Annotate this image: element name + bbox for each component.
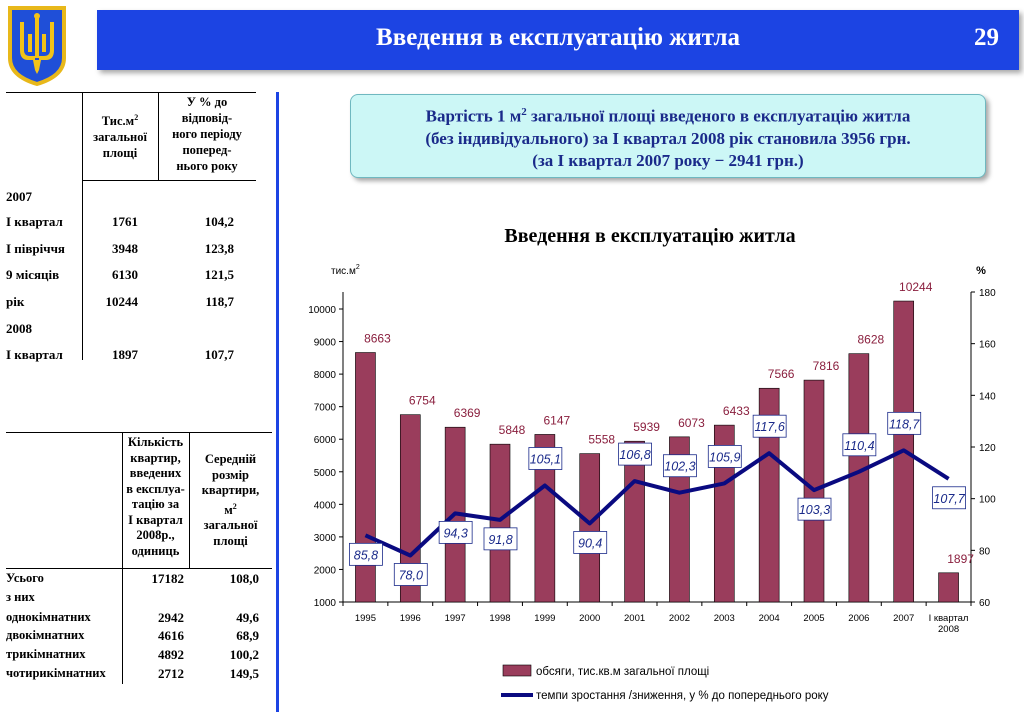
x-tick-label: 2004 [758, 613, 780, 624]
x-tick-label: 2001 [624, 613, 646, 624]
line-value-label: 102,3 [664, 459, 696, 474]
y-tick-label-left: 9000 [313, 337, 336, 349]
x-tick-label: 2000 [579, 613, 601, 624]
divider-line [276, 92, 279, 712]
legend-bar-swatch [503, 665, 531, 676]
y-tick-label-left: 5000 [313, 467, 336, 479]
table-cell-size: 68,9 [236, 628, 259, 643]
line-value-label: 94,3 [443, 526, 468, 541]
page-title: Введення в експлуатацію житла [376, 24, 740, 51]
bar [488, 444, 513, 602]
column-header-area: $Тис.м^2$ загальної площі [93, 113, 147, 161]
column-header-size: Середній розмір квартири, $м^2$ загальної площі [201, 452, 260, 548]
legend-line-label: темпи зростання /зниження, у % до попереднього року [536, 690, 829, 702]
x-tick-label: 1996 [399, 613, 421, 624]
y-axis-left-unit: $тис.м^2$ [331, 264, 360, 277]
line-value-label: 103,3 [798, 503, 831, 518]
x-tick-label: 1999 [534, 613, 556, 624]
line-value-label: 105,9 [709, 450, 741, 465]
table-row-label: чотирикімнатних [6, 666, 106, 680]
x-tick-label: 2007 [893, 613, 915, 624]
y-tick-label-left: 7000 [313, 402, 336, 414]
table-rule [6, 568, 272, 569]
info-line-2: (без індивідуального) за І квартал 2008 рік становила 3956 грн. [425, 128, 911, 148]
line-value-label: 110,4 [844, 438, 875, 453]
bar-value-label: 5939 [633, 420, 660, 435]
table-cell-size: 108,0 [229, 571, 259, 586]
bar-value-label: 6754 [408, 393, 436, 408]
line-value-label: 117,6 [754, 420, 785, 435]
line-value-label: 85,8 [353, 548, 379, 563]
bar-value-label: 5848 [498, 423, 526, 438]
table-cell-count: 4616 [158, 628, 184, 643]
x-tick-label: 1998 [489, 613, 511, 624]
bar-value-label: 6073 [678, 415, 705, 430]
y-tick-label-right: 160 [979, 339, 996, 351]
line-value-label: 107,7 [933, 491, 965, 506]
table-row-label: рік [6, 294, 25, 309]
x-tick-label: 2008 [938, 624, 960, 635]
housing-chart [295, 252, 1015, 712]
table-cell-value: 10244 [105, 294, 138, 309]
bar-value-label: 7566 [767, 367, 795, 382]
y-axis-right-unit: % [976, 265, 986, 277]
line-value-label: 90,4 [578, 536, 603, 551]
table-row-label: Усього [6, 571, 44, 585]
table-cell-size: 149,5 [229, 666, 259, 681]
y-tick-label-left: 10000 [308, 305, 336, 316]
line-value-label: 91,8 [488, 532, 513, 547]
y-tick-label-right: 80 [979, 546, 991, 558]
y-tick-label-left: 4000 [313, 500, 336, 512]
y-tick-label-right: 100 [979, 494, 996, 506]
page-number: 29 [974, 24, 999, 51]
table-cell-percent: 104,2 [204, 214, 234, 229]
coat-of-arms-icon [6, 4, 68, 86]
line-value-label: 78,0 [398, 568, 423, 583]
column-header-count: Кількість квартир, введених в експлуа- тацію за І квартал 2008р., одиниць [126, 435, 185, 558]
info-line-3: (за І квартал 2007 року − 2941 грн.) [532, 150, 804, 170]
table-row-label: І півріччя [6, 241, 65, 256]
info-line-1: Вартість 1 $м^2$ загальної площі введеного в експлуатацію житла [425, 106, 911, 126]
x-tick-label: 1997 [444, 613, 466, 624]
bar-value-label: 6433 [722, 404, 750, 419]
table-cell-value: 1897 [112, 347, 138, 362]
y-tick-label-left: 6000 [313, 435, 336, 447]
table-cell-percent: 123,8 [204, 241, 234, 256]
line-value-label: 106,8 [619, 448, 651, 463]
bar [939, 573, 959, 602]
y-tick-label-left: 1000 [313, 598, 336, 609]
y-tick-label-right: 60 [979, 598, 991, 609]
table-row-label: 9 місяців [6, 267, 60, 282]
table-cell-value: 6130 [112, 267, 138, 282]
y-tick-label-left: 3000 [313, 532, 336, 544]
bar-value-label: 8663 [364, 331, 391, 346]
table-cell-count: 2712 [158, 666, 184, 681]
bar-value-label: 10244 [899, 280, 933, 295]
line-value-label: 118,7 [889, 417, 920, 432]
table-rule [6, 92, 256, 93]
y-tick-label-right: 140 [979, 391, 996, 403]
y-tick-label-right: 180 [979, 288, 996, 299]
table-row-label: 2008 [6, 321, 32, 336]
table-row-label: І квартал [6, 347, 63, 362]
x-tick-label: 2003 [713, 613, 735, 624]
y-tick-label-left: 8000 [313, 370, 336, 382]
bar-value-label: 1897 [947, 551, 974, 566]
table-cell-count: 4892 [158, 647, 184, 662]
bar-value-label: 5558 [588, 432, 616, 447]
table-row-label: однокімнатних [6, 610, 91, 624]
column-header-percent: У % до відповід- ного періоду поперед- нього року [172, 95, 242, 173]
chart-title: Введення в експлуатацію житла [504, 225, 796, 247]
table-cell-percent: 118,7 [205, 294, 234, 309]
x-tick-label: 2006 [848, 613, 870, 624]
table-row-label: 2007 [6, 189, 32, 204]
y-tick-label-left: 2000 [313, 565, 336, 577]
page-header [97, 10, 1019, 70]
bar-value-label: 7816 [812, 359, 840, 374]
table-cell-percent: 107,7 [204, 347, 234, 362]
table-cell-count: 17182 [151, 571, 184, 586]
table-cell-count: 2942 [158, 610, 184, 625]
y-tick-label-right: 120 [979, 443, 996, 454]
table-row-label: двокімнатних [6, 628, 85, 642]
bar-value-label: 6147 [543, 413, 571, 428]
table-cell-value: 3948 [112, 241, 138, 256]
table-row-label: І квартал [6, 214, 63, 229]
table-cell-value: 1761 [112, 214, 138, 229]
x-tick-label: 1995 [354, 613, 376, 624]
table-cell-size: 49,6 [236, 610, 259, 625]
x-tick-label: 2005 [803, 613, 825, 624]
x-tick-label: 2002 [668, 613, 690, 624]
x-tick-label: І квартал [928, 613, 969, 624]
bar [578, 454, 603, 602]
table-row-label: з них [6, 590, 35, 604]
bar-value-label: 8628 [857, 332, 885, 347]
cost-info-box [350, 94, 986, 178]
legend-bar-label: обсяги, тис.кв.м загальної площі [536, 666, 710, 678]
table-row-label: трикімнатних [6, 647, 86, 661]
table-rule [6, 432, 272, 433]
table-rule [82, 180, 256, 181]
bar [849, 354, 869, 602]
table-cell-percent: 121,5 [204, 267, 234, 282]
bar-value-label: 6369 [453, 406, 481, 421]
line-value-label: 105,1 [529, 452, 561, 467]
table-cell-size: 100,2 [229, 647, 259, 662]
